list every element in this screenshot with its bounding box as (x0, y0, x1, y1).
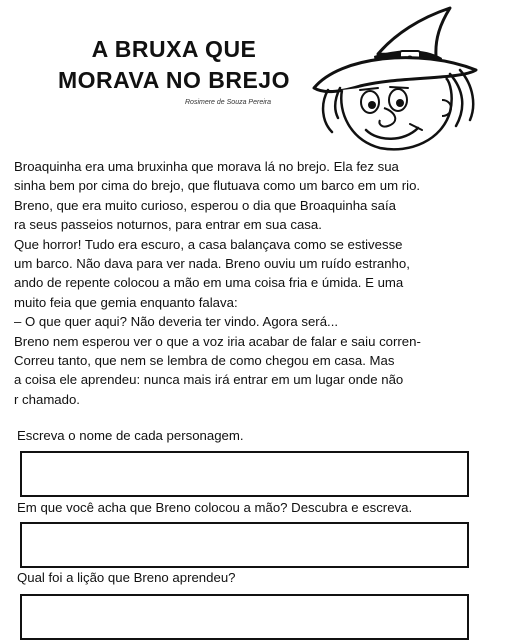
witch-face-with-hat-illustration (300, 4, 480, 156)
answer-box-3[interactable] (20, 594, 469, 640)
question-3: Qual foi a lição que Breno aprendeu? (17, 570, 236, 585)
answer-box-2[interactable] (20, 522, 469, 568)
answer-box-1[interactable] (20, 451, 469, 497)
story-line: – O que quer aqui? Não deveria ter vindo. Agora será... (14, 314, 339, 330)
story-line: a coisa ele aprendeu: nunca mais irá entrar em um lugar onde não (14, 372, 404, 388)
story-line: muito feia que gemia enquanto falava: (14, 294, 238, 310)
story-line: r chamado. (14, 391, 80, 407)
story-line: sinha bem por cima do brejo, que flutuava como um barco em um rio. (14, 178, 421, 194)
story-line: Breno, que era muito curioso, esperou o dia que Broaquinha saía (14, 197, 396, 213)
story-line: ando de repente colocou a mão em uma coisa fria e úmida. E uma (14, 275, 404, 291)
title-line-1: A BRUXA QUE (91, 36, 257, 62)
author-credit: Rosimere de Souza Pereira (185, 99, 271, 106)
story-line: Breno nem esperou ver o que a voz iria acabar de falar e saiu corren- (14, 333, 421, 349)
story-line: um barco. Não dava para ver nada. Breno ouviu um ruído estranho, (14, 256, 410, 272)
question-1: Escreva o nome de cada personagem. (17, 428, 244, 443)
title-line-2: MORAVA NO BREJO (58, 67, 290, 93)
question-2: Em que você acha que Breno colocou a mão? Descubra e escreva. (17, 500, 413, 515)
story-line: Correu tanto, que nem se lembra de como chegou em casa. Mas (14, 353, 395, 369)
story-text (14, 157, 502, 409)
story-line: Que horror! Tudo era escuro, a casa balançava como se estivesse (14, 236, 403, 252)
story-line: ra seus passeios noturnos, para entrar em sua casa. (14, 217, 322, 233)
story-line: Broaquinha era uma bruxinha que morava lá no brejo. Ela fez sua (14, 159, 399, 174)
worksheet-title (58, 34, 290, 96)
